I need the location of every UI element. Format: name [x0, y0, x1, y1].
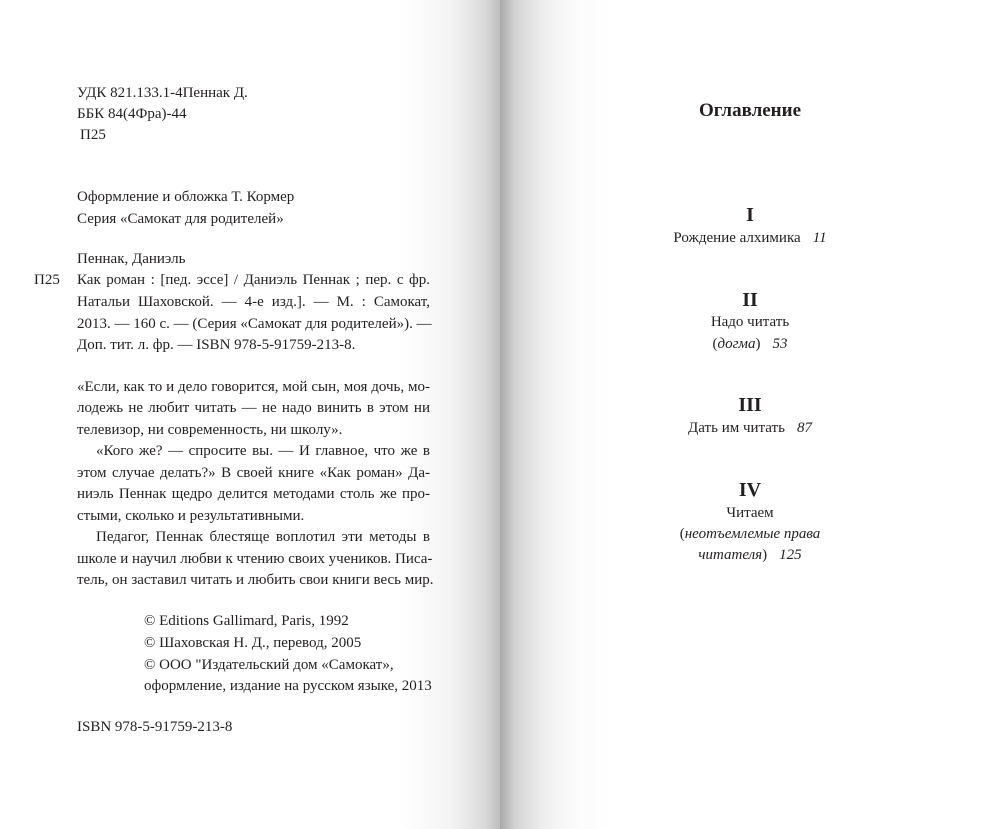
toc-entry: читателя) 125 [698, 547, 802, 563]
biblio-code: П25 [34, 272, 60, 288]
isbn: ISBN 978-5-91759-213-8 [77, 719, 233, 735]
annotation-line: телевизор, ни современность, ни школу». [77, 422, 343, 438]
annotation-line: тель, он заставил читать и любить свои книги весь мир. [77, 572, 434, 588]
annotation-line: Педагог, Пеннак блестяще воплотил эти методы в [96, 529, 430, 545]
biblio-line: Как роман : [пед. эссе] / Даниэль Пеннак ; пер. с фр. [77, 272, 430, 288]
chapter-title: Надо читать [710, 314, 790, 330]
chapter-title: Читаем [726, 505, 774, 521]
chapter-numeral: IV [738, 479, 762, 501]
toc-entry: (догма) 53 [712, 336, 788, 352]
chapter-title: Рождение алхимика [673, 230, 801, 246]
toc-entry [500, 420, 1000, 437]
annotation-line: «Если, как то и дело говорится, мой сын, моя дочь, мо- [77, 379, 430, 395]
chapter-title: Дать им читать [688, 420, 785, 436]
annotation-line: ниэль Пеннак щедро делится методами столь же про- [77, 486, 430, 502]
udk-code: УДК 821.133.1-4Пеннак Д. [77, 85, 248, 101]
annotation-line: школе и научил любви к чтению своих учеников. Писа- [77, 551, 433, 567]
copyright-line: © Editions Gallimard, Paris, 1992 [144, 613, 349, 629]
chapter-subtitle: догма [717, 336, 756, 352]
copyright-line: © ООО "Издательский дом «Самокат», [144, 657, 394, 673]
copyright-line: оформление, издание на русском языке, 2013 [144, 678, 432, 694]
right-page [500, 0, 1000, 829]
biblio-line: 2013. — 160 с. — (Серия «Самокат для родителей»). — [77, 316, 432, 332]
copyright-line: © Шаховская Н. Д., перевод, 2005 [144, 635, 362, 651]
chapter-subtitle: читателя [698, 547, 763, 563]
biblio-line: Натальи Шаховской. — 4-е изд.]. — М. : Самокат, [77, 294, 430, 310]
design-credit: Оформление и обложка Т. Кормер [77, 189, 295, 205]
author-code: П25 [80, 127, 106, 143]
author-heading: Пеннак, Даниэль [77, 251, 186, 267]
chapter-numeral: III [738, 394, 762, 416]
toc-entry: (неотъемлемые права [679, 526, 821, 542]
chapter-page: 125 [779, 547, 802, 563]
bbk-code: ББК 84(4Фра)-44 [77, 106, 187, 122]
toc-title: Оглавление [698, 100, 802, 121]
chapter-page: 87 [796, 420, 812, 436]
chapter-page: 53 [772, 336, 788, 352]
chapter-numeral: I [746, 204, 754, 226]
annotation-line: «Кого же? — спросите вы. — И главное, что же в [96, 443, 430, 459]
annotation-line: этом случае делать?» В своей книге «Как роман» Да- [77, 465, 430, 481]
annotation-line: лодежь не любит читать — не надо винить в этом ни [77, 400, 430, 416]
annotation-line: стыми, сколько и результативными. [77, 508, 305, 524]
chapter-page: 11 [812, 230, 827, 246]
chapter-numeral: II [742, 289, 758, 311]
toc-entry [500, 230, 1000, 247]
chapter-subtitle: неотъемлемые права [684, 526, 821, 542]
biblio-line: Доп. тит. л. фр. — ISBN 978-5-91759-213-8. [77, 337, 356, 353]
series-credit: Серия «Самокат для родителей» [77, 211, 284, 227]
